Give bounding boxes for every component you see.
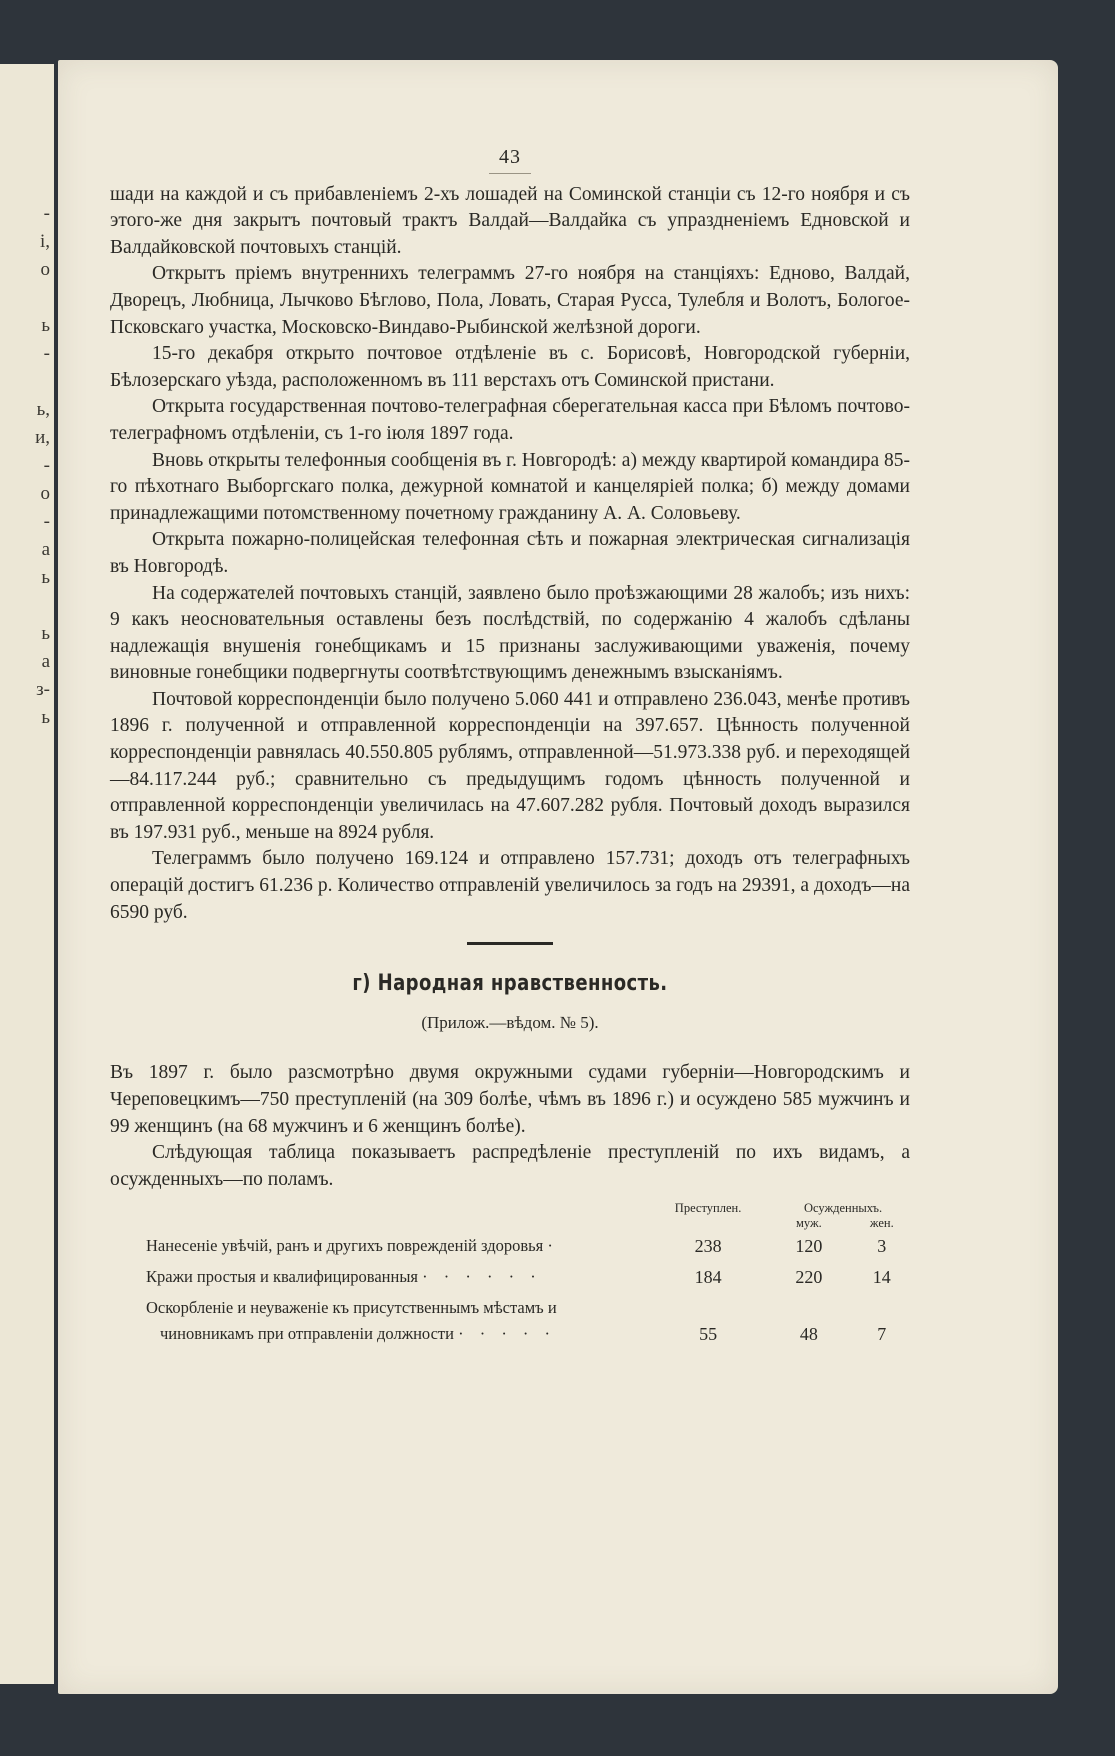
section-title: г) Народная нравственность. xyxy=(352,971,668,997)
page-number: 43 xyxy=(110,144,910,174)
fragment: о xyxy=(40,259,50,280)
leader-dots: · · · · · xyxy=(458,1324,557,1344)
paragraph: Открыта пожарно-полицейская телефонная сѣть и пожарная электрическая сигнализація въ Новгородѣ. xyxy=(110,529,910,577)
table-header-convicted: Осужденныхъ. xyxy=(803,1201,883,1216)
paragraph: Слѣдующая таблица показываетъ распредѣленіе преступленій по ихъ видамъ, а осужденныхъ—по поламъ. xyxy=(110,1142,910,1190)
left-page-fragments xyxy=(20,200,50,732)
cell-male: 120 xyxy=(795,1236,823,1257)
paragraph: 15-го декабря открыто почтовое отдѣленіе въ с. Борисовѣ, Новгородской губерніи, Бѣлозерскаго уѣзда, расположенномъ въ 111 верстахъ отъ Соминской пристани. xyxy=(110,343,910,391)
fragment: і, xyxy=(39,231,50,252)
cell-female: 3 xyxy=(877,1236,887,1257)
fragment: а xyxy=(41,651,50,672)
table-header-empty xyxy=(146,1201,646,1216)
fragment: ь xyxy=(41,567,50,588)
page-content xyxy=(110,144,910,1350)
fragment: а xyxy=(41,539,50,560)
paragraph: Вновь открыты телефонныя сообщенія въ г. Новгородѣ: а) между квартирой командира 85-го пѣхотнаго Выборгскаго полка, дежурной комнатой и канцеляріей полка; б) между домами принадлежащими потомственному почетному гражданину А. А. Соловьеву. xyxy=(110,449,910,524)
fragment: - xyxy=(43,203,50,224)
paragraph: Телеграммъ было получено 169.124 и отправлено 157.731; доходъ отъ телеграфныхъ операцій достигъ 61.236 р. Количество отправленій увеличилось за годъ на 29391, а доходъ—на 6590 руб. xyxy=(110,848,910,923)
document-page xyxy=(58,60,1058,1694)
cell-crimes: 55 xyxy=(699,1324,718,1345)
table-header-female: жен. xyxy=(869,1216,894,1231)
table-header-crimes: Преступлен. xyxy=(674,1201,742,1216)
table-header-male: муж. xyxy=(795,1216,822,1231)
row-label-continued: чиновникамъ при отправленіи должности xyxy=(160,1324,454,1344)
crimes-table xyxy=(146,1201,916,1349)
fragment xyxy=(20,592,50,620)
table-row xyxy=(146,1262,916,1293)
cell-male: 220 xyxy=(795,1266,823,1287)
paragraph: На содержателей почтовыхъ станцій, заявлено было проѣзжающими 28 жалобъ; изъ нихъ: 9 какъ неосновательныя оставлены безъ послѣдствій, по содержанію 4 жалобъ сдѣланы надлежащія внушенія гонебщикамъ и 15 признаны заслуживающими уваженія, почему виновные гонебщики подвергнуты соотвѣтствующимъ денежнымъ взысканіямъ. xyxy=(110,582,910,684)
fragment: ь xyxy=(41,707,50,728)
fragment: - xyxy=(43,343,50,364)
paragraph: шади на каждой и съ прибавленіемъ 2-хъ лошадей на Соминской станціи съ 12-го ноября и съ этого-же дня закрытъ почтовый трактъ Валдай—Валдайка съ упраздненіемъ Едновской и Валдайковской почтовыхъ станцій. xyxy=(110,183,910,258)
paragraph: Въ 1897 г. было разсмотрѣно двумя окружными судами губерніи—Новгородскимъ и Череповецкимъ—750 преступленій (на 309 болѣе, чѣмъ въ 1896 г.) и осуждено 585 мужчинъ и 99 женщинъ (на 68 мужчинъ и 6 женщинъ болѣе). xyxy=(110,1062,910,1137)
paragraph: Открыта государственная почтово-телеграфная сберегательная касса при Бѣломъ почтово-телеграфномъ отдѣленіи, съ 1-го іюля 1897 года. xyxy=(110,396,910,444)
section-subtitle: (Прилож.—вѣдом. № 5). xyxy=(421,1012,599,1032)
row-label: Нанесеніе увѣчій, ранъ и другихъ поврежденій здоровья xyxy=(146,1236,544,1256)
cell-male: 48 xyxy=(799,1324,818,1345)
cell-crimes: 184 xyxy=(694,1266,722,1287)
fragment: ь xyxy=(41,623,50,644)
fragment: ь xyxy=(41,315,50,336)
cell-female: 14 xyxy=(872,1266,891,1287)
paragraph: Почтовой корреспонденціи было получено 5.060 441 и отправлено 236.043, менѣе противъ 1896 г. полученной и отправленной корреспонденціи на 397.657. Цѣнность полученной корреспонденціи равнялась 40.550.805 рублямъ, отправленной—51.973.338 руб. и переходящей—84.117.244 руб.; сравнительно съ предыдущимъ годомъ цѣнность полученной и отправленной корреспонденціи увеличилась на 47.607.282 рубля. Почтовый доходъ выразился въ 197.931 руб., меньше на 8924 рубля. xyxy=(110,688,910,843)
fragment: о xyxy=(40,483,50,504)
paragraph: Открытъ пріемъ внутреннихъ телеграммъ 27-го ноября на станціяхъ: Едново, Валдай, Дворецъ, Любница, Лычково Бѣглово, Пола, Ловать, Старая Русса, Тулебля и Волотъ, Бологое-Псковскаго участка, Московско-Виндаво-Рыбинской желѣзной дороги. xyxy=(110,263,910,338)
cell-crimes: 238 xyxy=(694,1236,722,1257)
row-label: Кражи простыя и квалифицированныя xyxy=(146,1266,419,1286)
left-page-edge xyxy=(0,64,54,1684)
section-divider xyxy=(467,942,553,945)
fragment xyxy=(20,368,50,396)
fragment: - xyxy=(43,511,50,532)
fragment: з- xyxy=(36,679,50,700)
leader-dots: · · · · · · xyxy=(422,1266,542,1286)
fragment: и, xyxy=(35,427,50,448)
fragment xyxy=(20,284,50,312)
table-row xyxy=(146,1293,916,1350)
fragment: ь, xyxy=(36,399,50,420)
cell-female: 7 xyxy=(877,1324,887,1345)
fragment: - xyxy=(43,455,50,476)
leader-dots: · xyxy=(547,1236,559,1256)
table-row xyxy=(146,1231,916,1262)
row-label: Оскорбленіе и неуваженіе къ присутственнымъ мѣстамъ и xyxy=(146,1297,557,1317)
